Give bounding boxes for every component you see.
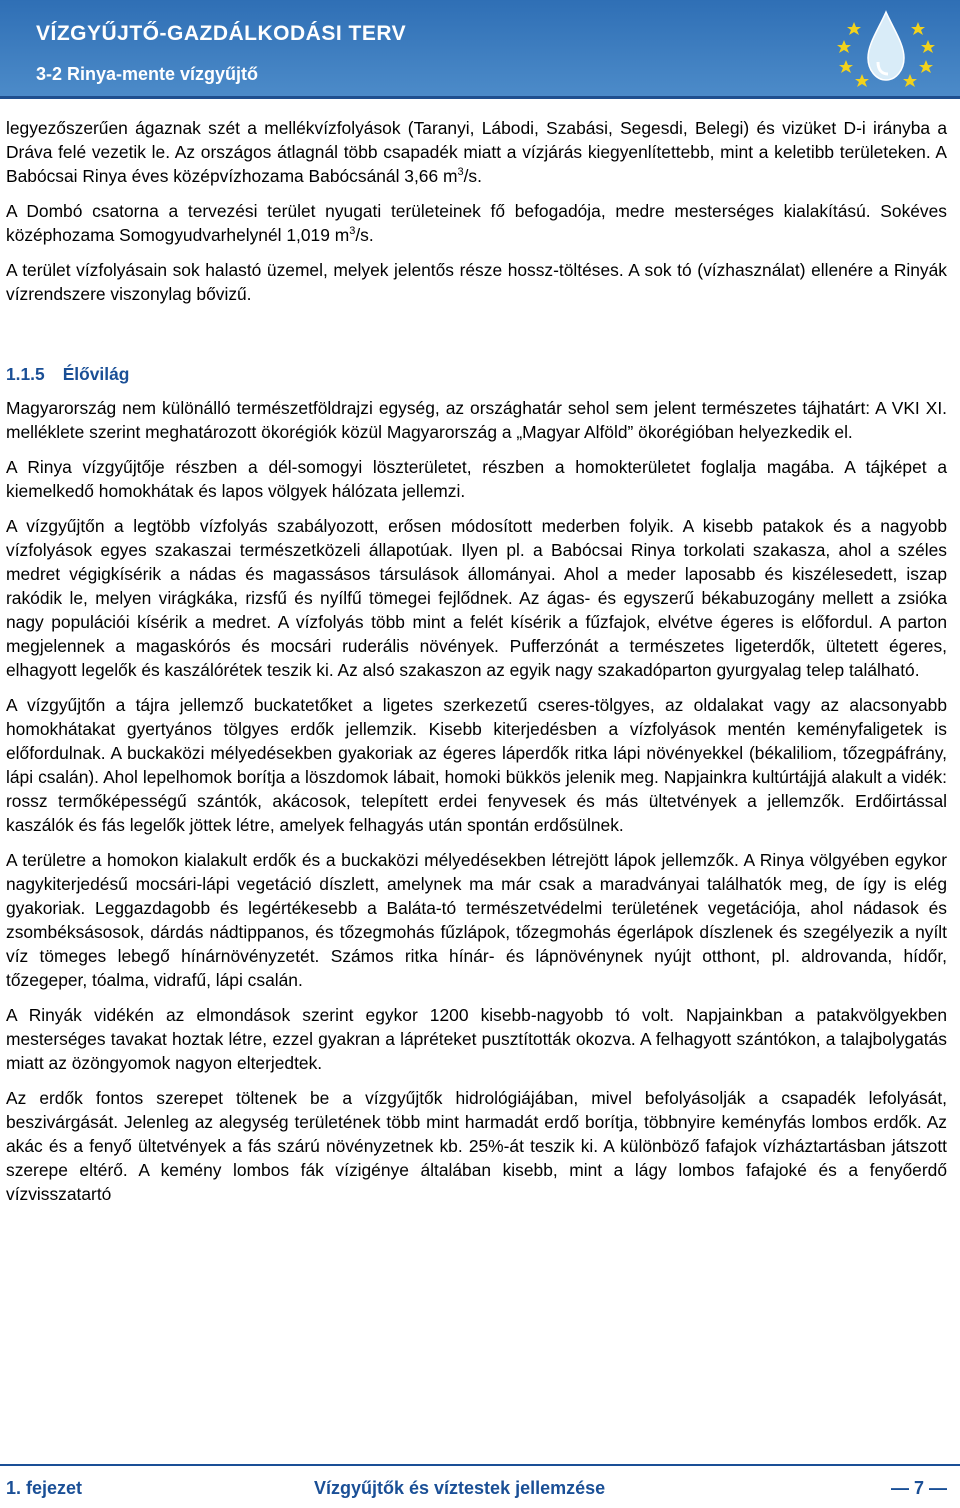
- section-title: Élővilág: [62, 364, 130, 384]
- page-footer: [6, 1478, 947, 1504]
- paragraph: A vízgyűjtőn a legtöbb vízfolyás szabályozott, erősen módosított mederben folyik. A kisebb patakok és a nagyobb vízfolyások egyes szakaszai természetközeli állapotúak. Ilyen pl. a Babócsai Rinya torkolati szakasza, ahol a széles medret végigkísérik a nádas és magassásos társulások állományai. Ahol a meder laposabb és kiszélesedett, iszap rakódik le, melyen virágkáka, rizsfű és nyílfű tömegei fejlődnek. Az ágas- és egyszerű békabuzogány mellett a zsióka nagy populációi kísérik a medret. A vízfolyás több mint a felét kísérik a fűzfajok, elvétve égeres is előfordul. A parton megjelennek a magaskórós és mocsári ruderális növények. Pufferzónát a természetes ligeterdők, ültetett égeres, elhagyott legelők és kaszálórétek teszik ki. Az alsó szakaszon az egyik nagy szakadóparton gyurgyalag telep található.: [6, 516, 947, 680]
- document-body: [6, 116, 947, 1217]
- page-header: [0, 0, 960, 96]
- header-title: VÍZGYŰJTŐ-GAZDÁLKODÁSI TERV: [36, 22, 407, 45]
- section-number: 1.1.5: [6, 364, 45, 384]
- footer-divider: [0, 1464, 960, 1466]
- paragraph: A Dombó csatorna a tervezési terület nyugati területeinek fő befogadója, medre mesterséges kialakítású. Sokéves középhozama Somogyudvarhelynél 1,019 $m^3/s$.: [6, 201, 947, 245]
- paragraph: A területre a homokon kialakult erdők és a buckaközi mélyedésekben létrejött lápok jellemzők. A Rinya völgyében egykor nagykiterjedésű mocsári-lápi vegetáció díszlett, amelynek ma már csak a maradványai találhatók meg, de így is elég gyakoriak. Leggazdagobb és legértékesebb a Baláta-tó természetvédelmi területének vegetációja, ahol nádasok és zsombéksásosok, dárdás nádtippanos, és tőzegmohás fűzlápok, tőzegmohás égerlápok díszlenek és szegélyezik a nyílt víz tömeges lebegő hínárnövényzetét. Számos ritka hínár- és lápnövénynek nyújt otthont, pl. aldrovanda, hídőr, tőzegeper, tóalma, vidrafű, lápi csalán.: [6, 850, 947, 990]
- paragraph: A Rinya vízgyűjtője részben a dél-somogyi löszterületet, részben a homokterületet foglalja magába. A tájképet a kiemelkedő homokhátak és lapos völgyek hálózata jellemzi.: [6, 457, 947, 501]
- footer-chapter: 1. fejezet: [6, 1478, 83, 1498]
- header-subtitle: 3-2 Rinya-mente vízgyűjtő: [36, 64, 259, 84]
- paragraph: Az erdők fontos szerepet töltenek be a vízgyűjtők hidrológiájában, mivel befolyásolják a csapadék lefolyását, beszivárgását. Jelenleg az alegység területének több mint harmadát erdő borítja, többnyire keményfás lombos erdők. Az akác és a fenyő ültetvények a fás szárú növényzetnek kb. 25%-át teszik ki. A különböző fafajok vízháztartásban játszott szerepe eltérő. A kemény lombos fák vízigénye általában kisebb, mint a lágy lombos fafajoké és a fenyőerdő vízvisszatartó: [6, 1088, 947, 1204]
- footer-title: Vízgyűjtők és víztestek jellemzése: [314, 1478, 606, 1498]
- page-number: — 7 —: [890, 1478, 947, 1498]
- eu-stars-water-drop-icon: [826, 6, 946, 90]
- paragraph: A vízgyűjtőn a tájra jellemző buckatetőket a ligetes szerkezetű cseres-tölgyes, az oldalakat vagy az alacsonyabb homokhátakat gyertyános tölgyes erdők jellemzik. Kisebb kiterjedésben a vízfolyások mentén keményfaligetek is előfordulnak. A buckaközi mélyedésekben gyakoriak az égeres láperdők ritka lápi növényekkel (békaliliom, tőzegpáfrány, lápi csalán). Ahol lepelhomok borítja a löszdomok lábait, homoki bükkös jelenik meg. Napjainkra kultúrtájjá alakult a vidék: rossz termőképességű szántók, akácosok, telepített erdei fenyvesek és más ültetvények a jellemzők. Erdőirtással kaszálók és fás legelők jöttek létre, amelyek felhagyás után spontán erdősülnek.: [6, 695, 947, 835]
- paragraph: legyezőszerűen ágaznak szét a mellékvízfolyások (Taranyi, Lábodi, Szabási, Segesdi, Belegi) és vizüket D-i irányba a Dráva felé vezetik le. Az országos átlagnál több csapadék miatt a vízjárás kiegyenlítettebb, mint a keletibb területeken. A Babócsai Rinya éves középvízhozama Babócsánál 3,66 $m^3/s$.: [6, 118, 947, 186]
- paragraph: Magyarország nem különálló természetföldrajzi egység, az országhatár sehol sem jelent természetes tájhatárt: A VKI XI. melléklete szerint meghatározott ökorégiók közül Magyarország a „Magyar Alföld” ökorégióban helyezkedik el.: [6, 398, 947, 442]
- header-divider: [0, 96, 960, 99]
- section-heading: [6, 362, 947, 386]
- paragraph: A Rinyák vidékén az elmondások szerint egykor 1200 kisebb-nagyobb tó volt. Napjainkban a patakvölgyekben mesterséges tavakat hoztak létre, ezzel gyakran a lápréteket pusztították okozva. A felhagyott szántókon, a talajbolygatás miatt az özöngyomok nagyon elterjedtek.: [6, 1005, 947, 1073]
- paragraph: A terület vízfolyásain sok halastó üzemel, melyek jelentős része hossz-töltéses. A sok tó (vízhasználat) ellenére a Rinyák vízrendszere viszonylag bővizű.: [6, 260, 947, 304]
